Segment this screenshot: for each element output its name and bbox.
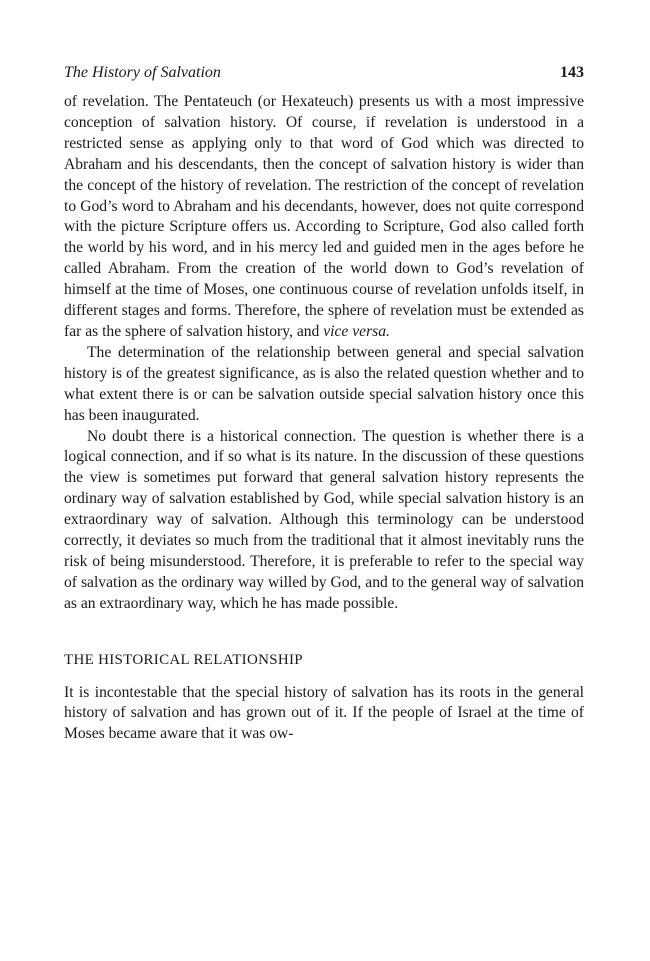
running-title: The History of Salvation xyxy=(64,64,221,81)
paragraph: No doubt there is a historical connection. The question is whether there is a logical connection, and if so what is its nature. In the discussion of these questions the view is sometimes put forward that general salvation history represents the ordinary way of salvation established by God, while special salvation history is an extraordinary way of salvation. Although this terminology can be understood correctly, it deviates so much from the traditional that it almost inevitably runs the risk of being misunderstood. Therefore, it is preferable to refer to the special way of salvation as the ordinary way willed by God, and to the general way of salvation as an extraordinary way, which he has made possible. xyxy=(64,427,584,612)
paragraph: It is incontestable that the special history of salvation has its roots in the general history of salvation and has grown out of it. If the people of Israel at the time of Moses became aware that it was ow- xyxy=(64,683,584,743)
italic-phrase: vice versa. xyxy=(323,322,390,340)
running-header xyxy=(64,64,584,82)
paragraph-text: of revelation. The Pentateuch (or Hexateuch) presents us with a most impressive conception of salvation history. Of course, if revelation is understood in a restricted sense as applying only to that word of God which was directed to Abraham and his descendants, then the concept of salvation history is wider than the concept of the history of revelation. The restriction of the concept of revelation to God’s word to Abraham and his decendants, however, does not quite correspond with the picture Scripture offers us. According to Scripture, God also called forth the world by his word, and in his mercy led and guided men in the ages before he called Abraham. From the creation of the world down to God’s revelation of himself at the time of Moses, one continuous course of revelation unfolds itself, in different stages and forms. Therefore, the sphere of revelation must be extended as far as the sphere of salvation history, and xyxy=(64,93,584,340)
body-text xyxy=(64,92,584,745)
paragraph-continuation xyxy=(64,92,584,343)
section-heading: THE HISTORICAL RELATIONSHIP xyxy=(64,651,303,668)
page-number: 143 xyxy=(560,64,584,81)
paragraph: The determination of the relationship between general and special salvation history is of the greatest significance, as is also the related question whether and to what extent there is or can be salvation outside special salvation history once this has been inaugurated. xyxy=(64,343,584,424)
